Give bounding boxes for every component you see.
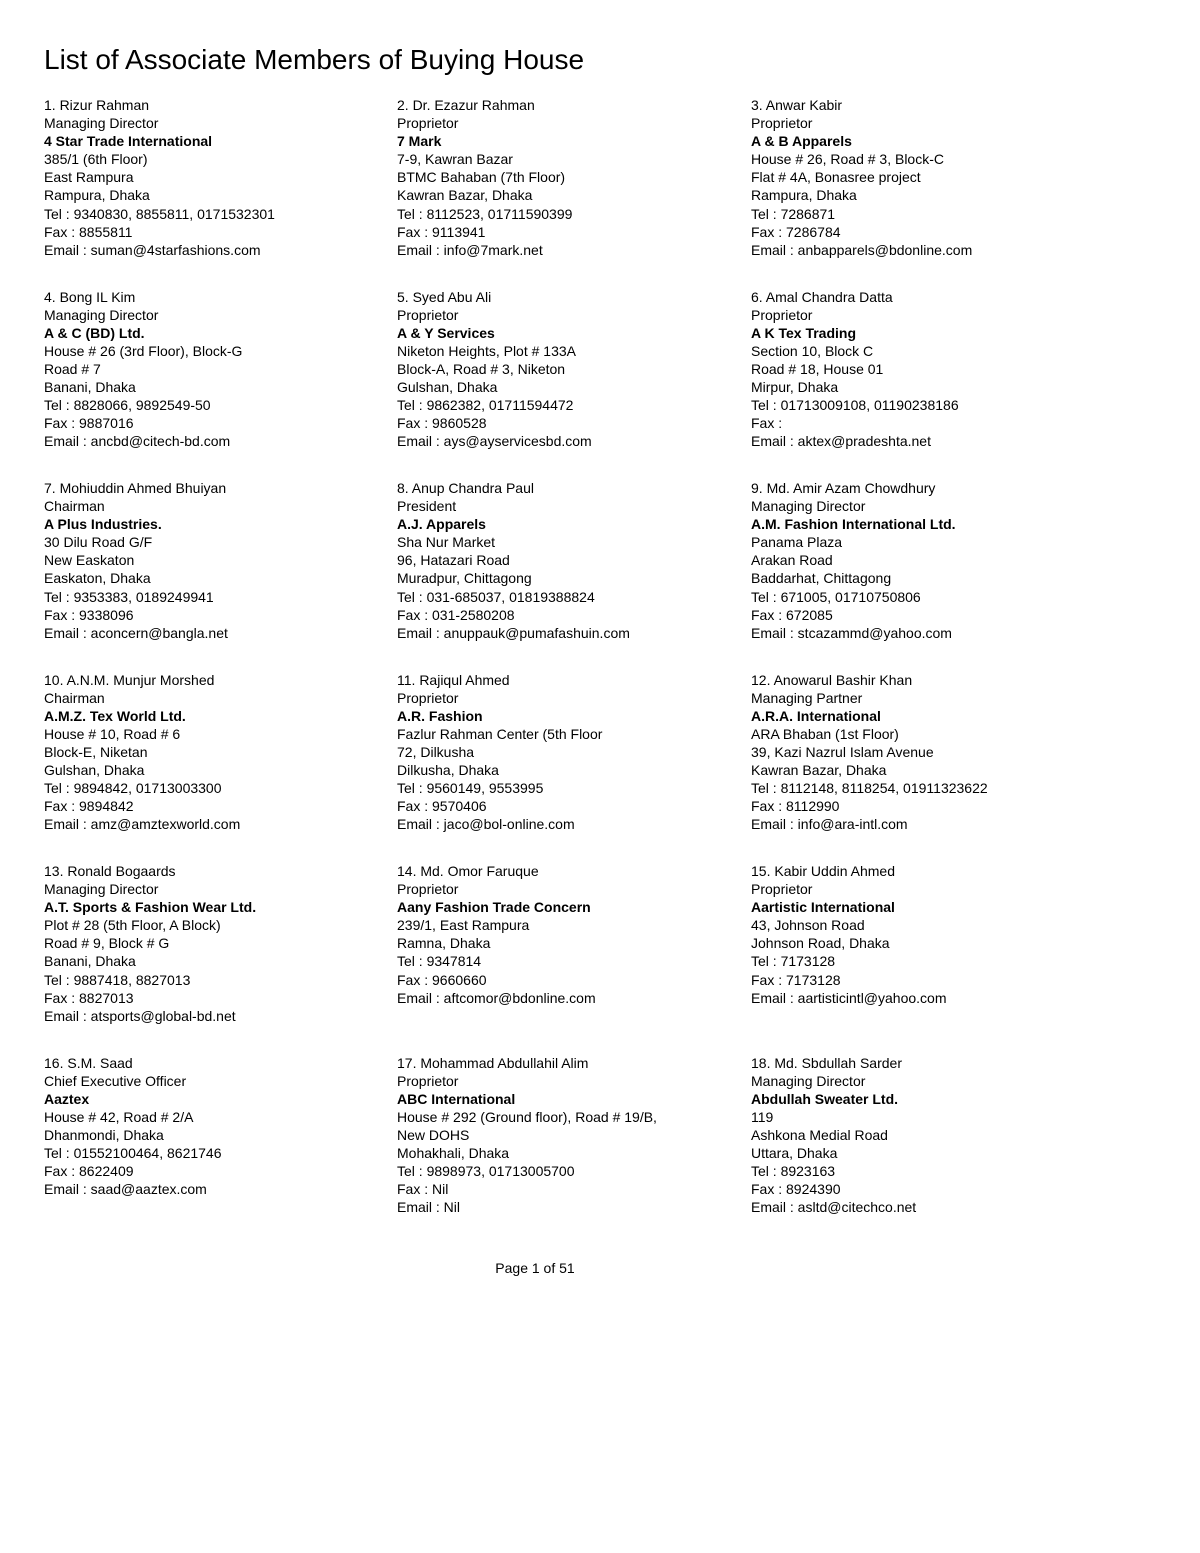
member-address-line: Gulshan, Dhaka (397, 378, 498, 395)
member-fax: Fax : 7286784 (751, 223, 841, 240)
members-grid (44, 96, 1174, 1245)
member-card (751, 288, 1101, 451)
member-name: 8. Anup Chandra Paul (397, 480, 534, 496)
member-company: A.M. Fashion International Ltd. (751, 516, 956, 533)
member-fax: Fax : Nil (397, 1181, 449, 1198)
member-company: Aartistic International (751, 899, 895, 916)
member-name: 14. Md. Omor Faruque (397, 863, 539, 879)
member-card (397, 479, 747, 642)
member-email: Email : saad@aaztex.com (44, 1181, 207, 1198)
member-fax: Fax : 8622409 (44, 1163, 134, 1180)
member-designation: Proprietor (397, 1072, 459, 1089)
member-card (44, 96, 394, 259)
member-email: Email : aartisticintl@yahoo.com (751, 989, 947, 1006)
member-address-line: Section 10, Block C (751, 342, 874, 359)
member-name: 10. A.N.M. Munjur Morshed (44, 671, 215, 688)
member-designation: Managing Director (44, 306, 159, 323)
member-tel: Tel : 9560149, 9553995 (397, 780, 544, 797)
member-name: 5. Syed Abu Ali (397, 288, 492, 305)
member-address-line: East Rampura (44, 169, 134, 186)
member-designation: Chairman (44, 689, 105, 706)
page-number: Page 1 of 51 (495, 1260, 575, 1276)
member-company: A.T. Sports & Fashion Wear Ltd. (44, 899, 257, 916)
member-company: A.R. Fashion (397, 707, 483, 724)
member-tel: Tel : 9340830, 8855811, 0171532301 (44, 205, 275, 222)
member-company: A.J. Apparels (397, 516, 486, 533)
member-tel: Tel : 9347814 (397, 953, 482, 970)
member-company: Aany Fashion Trade Concern (397, 899, 591, 916)
member-company: 7 Mark (397, 133, 442, 150)
member-card (751, 479, 1101, 642)
member-designation: Proprietor (397, 881, 459, 898)
member-designation: Proprietor (751, 881, 813, 898)
member-address-line: Uttara, Dhaka (751, 1144, 838, 1161)
member-fax: Fax : 9570406 (397, 798, 487, 815)
member-address-line: Arakan Road (751, 552, 833, 569)
member-address-line: Block-E, Niketan (44, 743, 148, 760)
member-card (397, 96, 747, 259)
member-fax: Fax : 672085 (751, 606, 833, 623)
member-name: 18. Md. Sbdullah Sarder (751, 1054, 902, 1071)
member-address-line: ARA Bhaban (1st Floor) (751, 725, 899, 742)
member-address-line: 30 Dilu Road G/F (44, 534, 153, 551)
member-card (397, 671, 747, 834)
member-tel: Tel : 671005, 01710750806 (751, 588, 921, 605)
member-row (44, 671, 1174, 863)
member-tel: Tel : 7286871 (751, 205, 836, 222)
member-address-line: Road # 7 (44, 360, 101, 377)
member-email: Email : ays@ayservicesbd.com (397, 433, 592, 450)
member-card (397, 862, 747, 1007)
member-designation: Proprietor (397, 306, 459, 323)
member-company: Aaztex (44, 1090, 90, 1107)
member-card (397, 1054, 747, 1217)
member-email: Email : aktex@pradeshta.net (751, 433, 931, 450)
member-tel: Tel : 9887418, 8827013 (44, 971, 191, 988)
member-company: 4 Star Trade International (44, 133, 213, 150)
member-address-line: Dhanmondi, Dhaka (44, 1126, 164, 1143)
member-company: A & C (BD) Ltd. (44, 324, 145, 341)
member-address-line: Banani, Dhaka (44, 378, 136, 395)
member-address-line: Ashkona Medial Road (751, 1126, 888, 1143)
member-name: 2. Dr. Ezazur Rahman (397, 97, 535, 113)
member-address-line: New DOHS (397, 1126, 470, 1143)
member-tel: Tel : 9898973, 01713005700 (397, 1163, 575, 1180)
member-address-line: 96, Hatazari Road (397, 552, 510, 569)
member-card (751, 862, 1101, 1007)
member-card (751, 1054, 1101, 1217)
member-address-line: Dilkusha, Dhaka (397, 761, 499, 778)
member-company: A Plus Industries. (44, 516, 162, 533)
member-address-line: Panama Plaza (751, 534, 843, 551)
member-company: A & Y Services (397, 324, 495, 341)
member-card (44, 288, 394, 451)
member-tel: Tel : 031-685037, 01819388824 (397, 588, 595, 605)
member-address-line: Rampura, Dhaka (751, 187, 857, 204)
member-address-line: Fazlur Rahman Center (5th Floor (397, 725, 603, 742)
member-address-line: 239/1, East Rampura (397, 917, 530, 934)
member-name: 17. Mohammad Abdullahil Alim (397, 1054, 589, 1071)
member-address-line: House # 10, Road # 6 (44, 725, 181, 742)
member-address-line: Block-A, Road # 3, Niketon (397, 360, 566, 377)
member-card (44, 479, 394, 642)
member-address-line: Easkaton, Dhaka (44, 570, 151, 587)
member-name: 11. Rajiqul Ahmed (397, 671, 510, 688)
member-designation: Proprietor (751, 306, 813, 323)
member-address-line: Kawran Bazar, Dhaka (397, 187, 533, 204)
member-name: 1. Rizur Rahman (44, 97, 150, 113)
member-name: 12. Anowarul Bashir Khan (751, 671, 913, 688)
member-address-line: House # 26 (3rd Floor), Block-G (44, 342, 243, 359)
member-designation: Proprietor (397, 115, 459, 132)
member-address-line: BTMC Bahaban (7th Floor) (397, 169, 566, 186)
member-designation: Chairman (44, 498, 105, 515)
member-designation: Proprietor (751, 115, 813, 132)
member-email: Email : aftcomor@bdonline.com (397, 989, 596, 1006)
member-fax: Fax : 9660660 (397, 971, 487, 988)
member-fax: Fax : 8924390 (751, 1181, 841, 1198)
member-tel: Tel : 9353383, 0189249941 (44, 588, 214, 605)
member-company: A & B Apparels (751, 133, 852, 150)
member-address-line: House # 42, Road # 2/A (44, 1108, 194, 1125)
member-address-line: Flat # 4A, Bonasree project (751, 169, 921, 186)
member-designation: Managing Director (44, 881, 159, 898)
member-email: Email : atsports@global-bd.net (44, 1007, 236, 1024)
member-fax: Fax : 8112990 (751, 798, 840, 815)
member-company: A K Tex Trading (751, 324, 857, 341)
member-row (44, 862, 1174, 1054)
member-fax: Fax : 9113941 (397, 223, 486, 240)
member-fax: Fax : (751, 415, 783, 432)
member-email: Email : jaco@bol-online.com (397, 816, 575, 833)
member-email: Email : info@ara-intl.com (751, 816, 908, 833)
member-address-line: Road # 18, House 01 (751, 360, 884, 377)
member-address-line: 72, Dilkusha (397, 743, 475, 760)
member-address-line: Road # 9, Block # G (44, 935, 170, 952)
page-title: List of Associate Members of Buying House (44, 44, 585, 75)
member-email: Email : ancbd@citech-bd.com (44, 433, 231, 450)
member-email: Email : stcazammd@yahoo.com (751, 624, 952, 641)
member-company: ABC International (397, 1090, 516, 1107)
member-address-line: Plot # 28 (5th Floor, A Block) (44, 917, 221, 934)
member-designation: Managing Director (44, 115, 159, 132)
member-name: 3. Anwar Kabir (751, 97, 843, 113)
member-address-line: Mirpur, Dhaka (751, 378, 839, 395)
member-address-line: House # 26, Road # 3, Block-C (751, 151, 944, 168)
member-email: Email : aconcern@bangla.net (44, 624, 228, 641)
member-fax: Fax : 031-2580208 (397, 606, 515, 623)
member-address-line: Ramna, Dhaka (397, 935, 491, 952)
member-card (44, 1054, 394, 1199)
member-name: 7. Mohiuddin Ahmed Bhuiyan (44, 480, 227, 496)
member-email: Email : Nil (397, 1199, 461, 1216)
member-address-line: 119 (751, 1108, 774, 1125)
member-designation: Proprietor (397, 689, 459, 706)
member-tel: Tel : 01552100464, 8621746 (44, 1144, 222, 1161)
member-fax: Fax : 9338096 (44, 606, 134, 623)
member-address-line: Banani, Dhaka (44, 953, 136, 970)
member-name: 9. Md. Amir Azam Chowdhury (751, 480, 936, 496)
member-name: 6. Amal Chandra Datta (751, 288, 893, 305)
member-email: Email : asltd@citechco.net (751, 1199, 917, 1216)
member-fax: Fax : 8827013 (44, 989, 134, 1006)
member-card (44, 671, 394, 834)
member-address-line: Mohakhali, Dhaka (397, 1144, 510, 1161)
member-card (751, 671, 1101, 834)
member-company: Abdullah Sweater Ltd. (751, 1090, 899, 1107)
member-tel: Tel : 8112523, 01711590399 (397, 205, 573, 222)
member-email: Email : anbapparels@bdonline.com (751, 241, 973, 258)
member-address-line: 7-9, Kawran Bazar (397, 151, 513, 168)
member-card (397, 288, 747, 451)
member-address-line: House # 292 (Ground floor), Road # 19/B, (397, 1108, 657, 1125)
member-address-line: Kawran Bazar, Dhaka (751, 761, 887, 778)
member-tel: Tel : 01713009108, 01190238186 (751, 397, 959, 414)
member-company: A.R.A. International (751, 707, 881, 724)
member-designation: Managing Director (751, 1072, 866, 1089)
member-address-line: 43, Johnson Road (751, 917, 865, 934)
member-tel: Tel : 9862382, 01711594472 (397, 397, 574, 414)
member-address-line: Baddarhat, Chittagong (751, 570, 892, 587)
member-row (44, 1054, 1174, 1246)
member-row (44, 479, 1174, 671)
member-address-line: Johnson Road, Dhaka (751, 935, 890, 952)
member-company: A.M.Z. Tex World Ltd. (44, 707, 186, 724)
member-email: Email : info@7mark.net (397, 241, 543, 258)
member-address-line: Rampura, Dhaka (44, 187, 150, 204)
member-name: 15. Kabir Uddin Ahmed (751, 863, 895, 879)
member-fax: Fax : 8855811 (44, 223, 133, 240)
member-name: 4. Bong IL Kim (44, 288, 136, 305)
member-address-line: Muradpur, Chittagong (397, 570, 532, 587)
member-email: Email : anuppauk@pumafashuin.com (397, 624, 630, 641)
member-tel: Tel : 7173128 (751, 953, 836, 970)
member-tel: Tel : 8923163 (751, 1163, 836, 1180)
member-fax: Fax : 7173128 (751, 971, 841, 988)
member-tel: Tel : 9894842, 01713003300 (44, 780, 222, 797)
member-row (44, 96, 1174, 288)
member-card (751, 96, 1101, 259)
member-designation: Managing Director (751, 498, 866, 515)
member-name: 16. S.M. Saad (44, 1054, 133, 1071)
member-address-line: 39, Kazi Nazrul Islam Avenue (751, 743, 934, 760)
member-fax: Fax : 9860528 (397, 415, 487, 432)
member-designation: Chief Executive Officer (44, 1072, 187, 1089)
member-tel: Tel : 8112148, 8118254, 01911323622 (751, 780, 988, 797)
member-address-line: 385/1 (6th Floor) (44, 151, 148, 168)
member-designation: Managing Partner (751, 689, 863, 706)
member-designation: President (397, 498, 457, 515)
member-name: 13. Ronald Bogaards (44, 863, 176, 879)
member-email: Email : amz@amztexworld.com (44, 816, 241, 833)
member-address-line: Sha Nur Market (397, 534, 496, 551)
member-fax: Fax : 9887016 (44, 415, 134, 432)
member-row (44, 288, 1174, 480)
member-address-line: Niketon Heights, Plot # 133A (397, 342, 576, 359)
member-address-line: Gulshan, Dhaka (44, 761, 145, 778)
member-fax: Fax : 9894842 (44, 798, 134, 815)
member-tel: Tel : 8828066, 9892549-50 (44, 397, 211, 414)
member-card (44, 862, 394, 1025)
member-address-line: New Easkaton (44, 552, 135, 569)
member-email: Email : suman@4starfashions.com (44, 241, 261, 258)
